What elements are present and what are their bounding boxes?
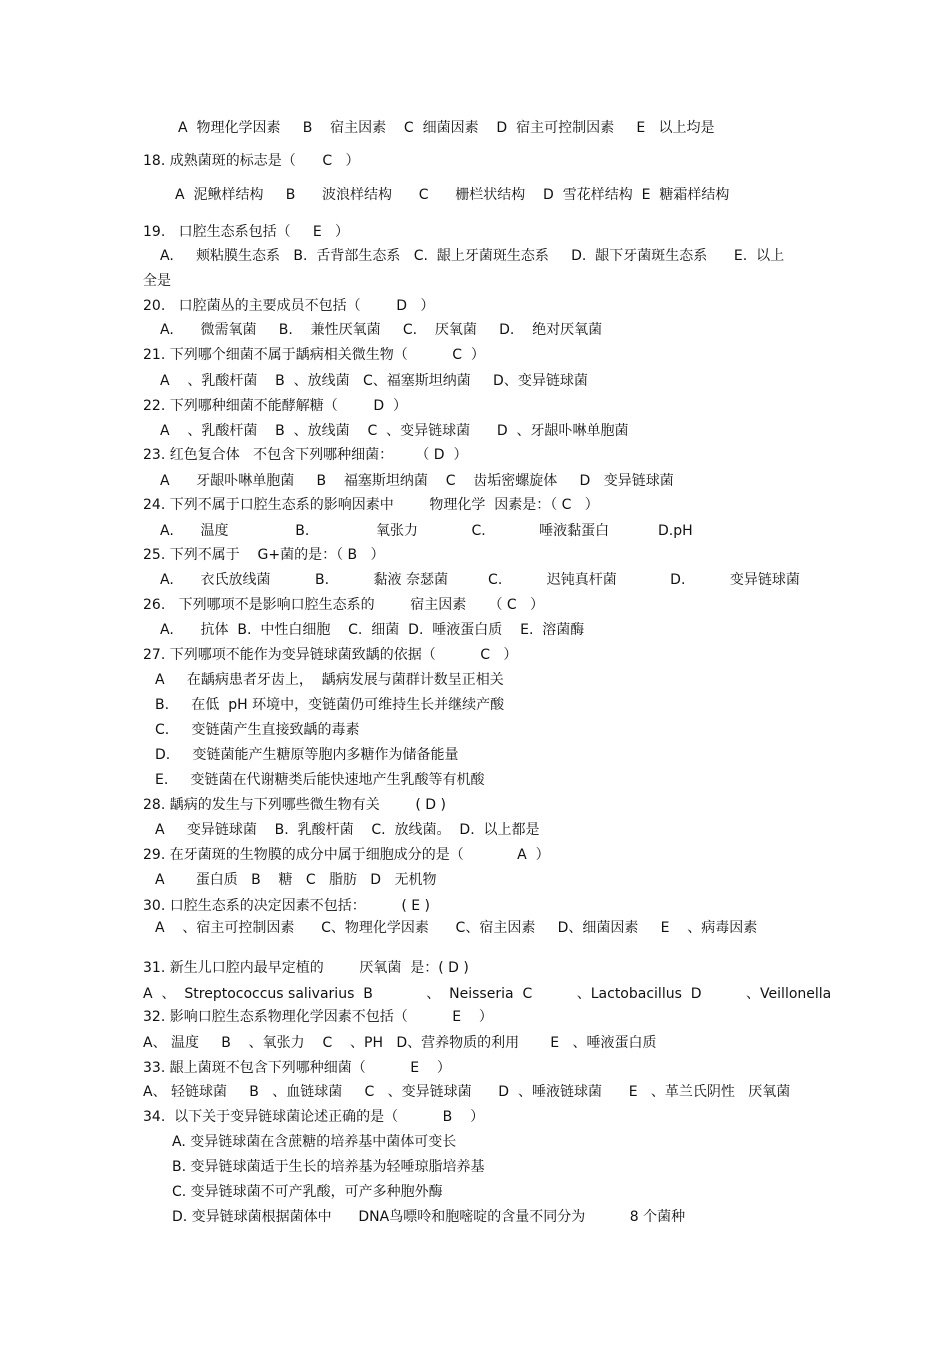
q32-options: A、 温度 B 、氧张力 C 、PH D、营养物质的利用 E 、唾液蛋白质 <box>143 1035 657 1051</box>
q27-option-c: C. 变链菌产生直接致龋的毒素 <box>155 722 360 738</box>
q19-options: A. 颊粘膜生态系 B. 舌背部生态系 C. 龈上牙菌斑生态系 D. 龈下牙菌斑生态系 E. 以上 <box>160 248 785 264</box>
q25-options: A. 衣氏放线菌 B. 黏液 奈瑟菌 C. 迟钝真杆菌 D. 变异链球菌 <box>160 572 800 588</box>
q19-options-cont: 全是 <box>143 273 171 289</box>
q27-option-b: B. 在低 pH 环境中，变链菌仍可维持生长并继续产酸 <box>155 697 505 713</box>
q33-question: 33. 龈上菌斑不包含下列哪种细菌（ E ） <box>143 1060 451 1076</box>
q26-options: A. 抗体 B. 中性白细胞 C. 细菌 D. 唾液蛋白质 E. 溶菌酶 <box>160 622 585 638</box>
q31-options: A 、 Streptococcus salivarius B 、 Neisseria C 、Lactobacillus D 、Veillonella <box>143 986 832 1002</box>
q34-option-a: A. 变异链球菌在含蔗糖的培养基中菌体可变长 <box>172 1134 457 1150</box>
q18-options: A 泥鳅样结构 B 波浪样结构 C 栅栏状结构 D 雪花样结构 E 糖霜样结构 <box>175 187 730 203</box>
q26-question: 26. 下列哪项不是影响口腔生态系的 宿主因素 （ C ） <box>143 597 545 613</box>
q33-options: A、 轻链球菌 B 、血链球菌 C 、变异链球菌 D 、唾液链球菌 E 、革兰氏阴性 厌氧菌 <box>143 1084 791 1100</box>
q20-question: 20. 口腔菌丛的主要成员不包括（ D ） <box>143 298 435 314</box>
q18-question: 18. 成熟菌斑的标志是（ C ） <box>143 153 360 169</box>
q34-option-c: C. 变异链球菌不可产乳酸，可产多种胞外酶 <box>172 1184 443 1200</box>
q21-question: 21. 下列哪个细菌不属于龋病相关微生物（ C ） <box>143 347 485 363</box>
q17-options: A 物理化学因素 B 宿主因素 C 细菌因素 D 宿主可控制因素 E 以上均是 <box>178 120 715 136</box>
q28-question: 28. 龋病的发生与下列哪些微生物有关 ( D ) <box>143 797 446 813</box>
q23-question: 23. 红色复合体 不包含下列哪种细菌： （ D ） <box>143 447 468 463</box>
q24-question: 24. 下列不属于口腔生态系的影响因素中 物理化学 因素是：（ C ） <box>143 497 599 513</box>
q21-options: A 、乳酸杆菌 B 、放线菌 C、福塞斯坦纳菌 D、变异链球菌 <box>160 373 588 389</box>
q34-option-b: B. 变异链球菌适于生长的培养基为轻唾琼脂培养基 <box>172 1159 485 1175</box>
q28-options: A 变异链球菌 B. 乳酸杆菌 C. 放线菌。 D. 以上都是 <box>155 822 540 838</box>
q27-question: 27. 下列哪项不能作为变异链球菌致龋的依据（ C ） <box>143 647 518 663</box>
q23-options: A 牙龈卟啉单胞菌 B 福塞斯坦纳菌 C 齿垢密螺旋体 D 变异链球菌 <box>160 473 674 489</box>
q19-question: 19. 口腔生态系包括（ E ） <box>143 224 350 240</box>
q25-question: 25. 下列不属于 G+菌的是：（ B ） <box>143 547 385 563</box>
q24-options: A. 温度 B. 氧张力 C. 唾液黏蛋白 D.pH <box>160 523 693 539</box>
q30-question: 30. 口腔生态系的决定因素不包括： ( E ) <box>143 898 430 914</box>
q27-option-a: A 在龋病患者牙齿上， 龋病发展与菌群计数呈正相关 <box>155 672 504 688</box>
q27-option-d: D. 变链菌能产生糖原等胞内多糖作为储备能量 <box>155 747 459 763</box>
q31-question: 31. 新生儿口腔内最早定植的 厌氧菌 是：( D ) <box>143 960 469 976</box>
q22-options: A 、乳酸杆菌 B 、放线菌 C 、变异链球菌 D 、牙龈卟啉单胞菌 <box>160 423 629 439</box>
q29-options: A 蛋白质 B 糖 C 脂肪 D 无机物 <box>155 872 437 888</box>
q34-question: 34. 以下关于变异链球菌论述正确的是（ B ） <box>143 1109 485 1125</box>
q27-option-e: E. 变链菌在代谢糖类后能快速地产生乳酸等有机酸 <box>155 772 485 788</box>
q34-option-d: D. 变异链球菌根据菌体中 DNA鸟嘌呤和胞嘧啶的含量不同分为 8 个菌种 <box>172 1209 686 1225</box>
q22-question: 22. 下列哪种细菌不能酵解糖（ D ） <box>143 398 407 414</box>
q30-options: A 、宿主可控制因素 C、物理化学因素 C、宿主因素 D、细菌因素 E 、病毒因素 <box>155 920 758 936</box>
q29-question: 29. 在牙菌斑的生物膜的成分中属于细胞成分的是（ A ） <box>143 847 550 863</box>
q32-question: 32. 影响口腔生态系物理化学因素不包括（ E ） <box>143 1009 493 1025</box>
q20-options: A. 微需氧菌 B. 兼性厌氧菌 C. 厌氧菌 D. 绝对厌氧菌 <box>160 322 603 338</box>
